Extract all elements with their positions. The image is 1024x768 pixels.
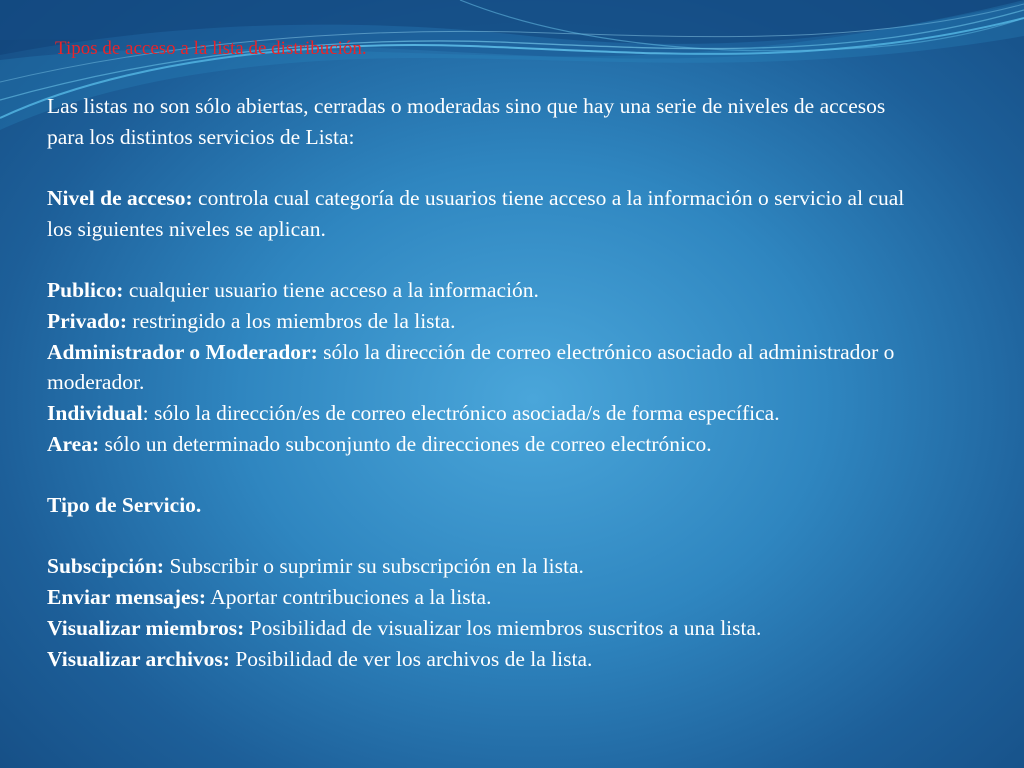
spacer <box>47 521 927 552</box>
access-level-definition <box>47 183 927 244</box>
level-item-administrador <box>47 337 927 398</box>
service-item-miembros <box>47 613 927 644</box>
level-text: sólo un determinado subconjunto de direcciones de correo electrónico. <box>99 431 712 456</box>
level-text: cualquier usuario tiene acceso a la información. <box>123 278 539 303</box>
service-text: Posibilidad de visualizar los miembros suscritos a una lista. <box>244 615 762 640</box>
level-text: sólo la dirección de correo electrónico asociado al administrador o moderador. <box>47 339 895 395</box>
service-heading-text: Tipo de Servicio. <box>47 493 202 518</box>
service-term: Visualizar miembros: <box>47 615 245 640</box>
service-item-archivos <box>47 644 927 675</box>
spacer <box>47 459 927 490</box>
level-item-privado <box>47 306 927 337</box>
service-item-enviar <box>47 582 927 613</box>
level-item-publico <box>47 275 927 306</box>
service-term: Enviar mensajes: <box>47 585 207 610</box>
access-level-term: Nivel de acceso: <box>47 186 193 211</box>
service-item-subscripcion <box>47 551 927 582</box>
service-heading <box>47 490 927 521</box>
spacer <box>47 152 927 183</box>
spacer <box>47 245 927 276</box>
level-term: Publico: <box>47 278 124 303</box>
access-level-text: controla cual categoría de usuarios tiene acceso a la información o servicio al cual los siguientes niveles se aplican. <box>47 186 905 241</box>
level-term: Privado: <box>47 308 128 333</box>
service-term: Subscipción: <box>47 554 165 579</box>
slide-body <box>47 91 927 674</box>
level-item-area <box>47 429 927 460</box>
level-text: : sólo la dirección/es de correo electrónico asociada/s de forma específica. <box>142 401 780 425</box>
service-text: Subscribir o suprimir su subscripción en la lista. <box>164 554 584 579</box>
slide-title: Tipos de acceso a la lista de distribución. <box>55 38 367 59</box>
level-term: Administrador o Moderador: <box>47 339 318 364</box>
service-text: Posibilidad de ver los archivos de la lista. <box>229 646 593 671</box>
level-text: restringido a los miembros de la lista. <box>127 308 456 333</box>
level-item-individual <box>47 398 927 429</box>
level-term: Area: <box>47 431 100 456</box>
level-term: Individual <box>47 401 143 425</box>
service-term: Visualizar archivos: <box>47 646 230 671</box>
service-text: Aportar contribuciones a la lista. <box>206 585 492 610</box>
intro-paragraph: Las listas no son sólo abiertas, cerradas o moderadas sino que hay una serie de niveles de accesos para los distintos servicios de Lista: <box>47 94 886 149</box>
